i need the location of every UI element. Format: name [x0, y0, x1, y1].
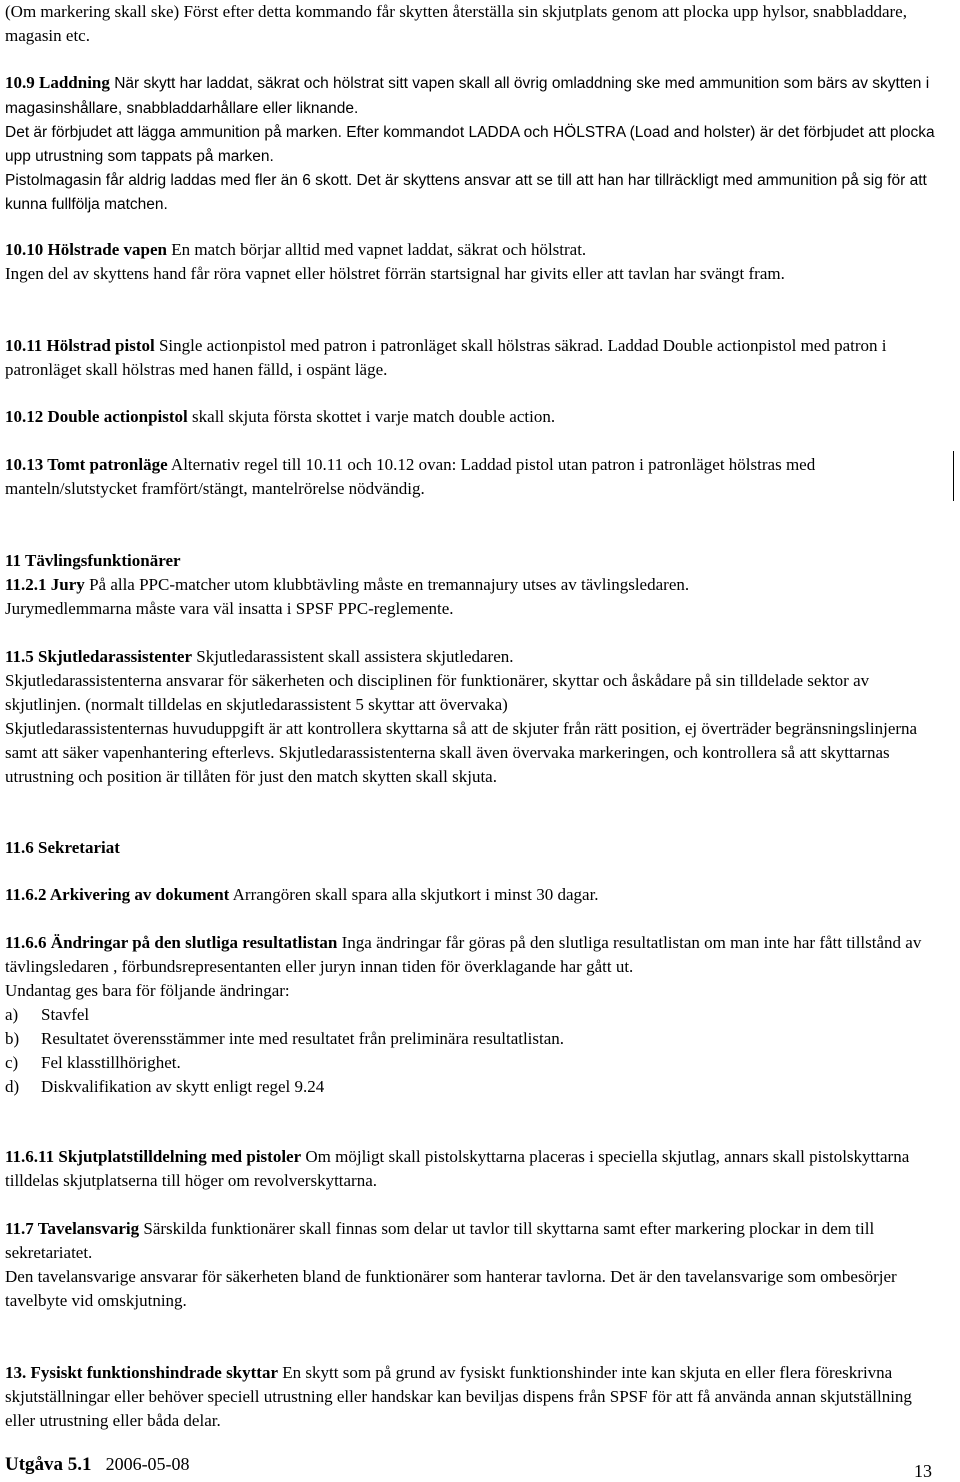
section-10-13 [5, 453, 940, 501]
section-11-6 [5, 836, 940, 860]
list-item-label: d) [5, 1077, 20, 1096]
section-text: skall skjuta första skottet i varje match double action. [187, 407, 556, 426]
section-13 [5, 1361, 940, 1433]
section-10-11 [5, 334, 940, 382]
section-text: Skjutledarassistenterna ansvarar för säkerheten och disciplinen för funktionärer, skyttar och åskådare på sin tilldelade sektor av skjutlinjen. (normalt tilldelas en skjutledarassistent 5 skyttar att övervaka) [5, 671, 870, 714]
section-text: Single actionpistol med patron i patronläget skall hölstras säkrad. Laddad Double actionpistol med patron i patronläget skall hölstras med hanen fälld, i ospänt läge. [5, 336, 887, 379]
section-10-9 [5, 71, 940, 217]
list-item-text: Stavfel [41, 1005, 90, 1024]
section-11-6-6 [5, 931, 940, 1099]
list-item [5, 1051, 940, 1075]
list-item-text: Diskvalifikation av skytt enligt regel 9.24 [41, 1077, 325, 1096]
section-11 [5, 549, 940, 621]
section-heading: 10.13 Tomt patronläge [5, 455, 168, 474]
section-heading: 11.6.11 Skjutplatstilldelning med pistoler [5, 1147, 302, 1166]
section-text: Arrangören skall spara alla skjutkort i minst 30 dagar. [229, 885, 599, 904]
section-heading: 11.7 Tavelansvarig [5, 1219, 140, 1238]
page-number: 13 [914, 1461, 932, 1481]
section-11-6-2 [5, 883, 940, 907]
list-item-text: Resultatet överensstämmer inte med resultatet från preliminära resultatlistan. [41, 1029, 565, 1048]
section-heading: 11.5 Skjutledarassistenter [5, 647, 192, 666]
section-text: Inga ändringar får göras på den slutliga resultatlistan om man inte har fått tillstånd av tävlingsledaren , förbundsrepresentanten eller juryn innan tiden för överklagande har gått ut. [5, 933, 922, 976]
section-10-12 [5, 405, 940, 429]
list-item-text: Fel klasstillhörighet. [41, 1053, 181, 1072]
page-footer [5, 1454, 190, 1476]
paragraph-intro [5, 0, 940, 48]
section-text: Skjutledarassistent skall assistera skjutledaren. [192, 647, 514, 666]
section-text: Skjutledarassistenternas huvuduppgift är att kontrollera skyttarna så att de skjuter från rätt position, ej överträder begränsningslinjerna samt att säker vapenhantering efterlevs. Skjutledarassistenterna skall även övervaka markeringen, och kontrollera så att skyttarnas utrustning och position är tillåten för just den match skytten skall skjuta. [5, 719, 918, 786]
section-text: Den tavelansvarige ansvarar för säkerheten bland de funktionärer som hanterar tavlorna. Det är den tavelansvarige som ombesörjer tavelbyte vid omskjutning. [5, 1267, 897, 1310]
section-heading: 10.12 Double actionpistol [5, 407, 188, 426]
section-11-6-11 [5, 1145, 940, 1193]
section-11-7 [5, 1217, 940, 1313]
section-text: Undantag ges bara för följande ändringar: [5, 981, 290, 1000]
revision-bar [953, 451, 954, 501]
chapter-heading: 11 Tävlingsfunktionärer [5, 551, 181, 570]
section-text: Ingen del av skyttens hand får röra vapnet eller hölstret förrän startsignal har givits eller att tavlan har svängt fram. [5, 264, 785, 283]
section-heading: 10.9 Laddning [5, 73, 110, 92]
section-text: En match börjar alltid med vapnet laddat, säkrat och hölstrat. [166, 240, 587, 259]
section-heading: 10.11 Hölstrad pistol [5, 336, 155, 355]
section-heading: 13. Fysiskt funktionshindrade skyttar [5, 1363, 279, 1382]
section-text: Efter kommandot LADDA och HÖLSTRA (Load and holster) är det förbjudet att plocka upp utrustning som tappats på marken. [5, 124, 935, 165]
section-heading: 11.2.1 Jury [5, 575, 85, 594]
section-text: Det är skyttens ansvar att se till att han har tillräckligt med ammunition på sig för att kunna fullfölja matchen. [5, 172, 927, 213]
section-text: Pistolmagasin får aldrig laddas med fler än 6 skott. [5, 172, 353, 189]
edition-date: 2006-05-08 [105, 1454, 190, 1474]
section-text: Alternativ regel till 10.11 och 10.12 ovan: Laddad pistol utan patron i patronläget hölstras med manteln/slutstycket framfört/stängt, mantelrörelse nödvändig. [5, 455, 816, 498]
section-heading: 10.10 Hölstrade vapen [5, 240, 167, 259]
section-text: Det är förbjudet att lägga ammunition på marken. [5, 124, 342, 141]
section-heading: 11.6 Sekretariat [5, 838, 120, 857]
section-heading: 11.6.6 Ändringar på den slutliga resultatlistan [5, 933, 338, 952]
section-10-10 [5, 238, 940, 286]
section-heading: 11.6.2 Arkivering av dokument [5, 885, 230, 904]
section-text: En skytt som på grund av fysiskt funktionshinder inte kan skjuta en eller flera föreskrivna skjutställningar eller behöver speciell utrustning eller handskar kan beviljas dispens från SPSF för att få använda annan skjutställning eller utrustning eller båda delar. [5, 1363, 912, 1430]
section-text: Särskilda funktionärer skall finnas som delar ut tavlor till skyttarna samt efter markering plockar in dem till sekretariatet. [5, 1219, 875, 1262]
section-text: När skytt har laddat, säkrat och hölstrat sitt vapen skall all övrig omladdning ske med ammunition som bärs av skytten i magasinshållare, snabbladdarhållare eller liknande. [5, 75, 930, 117]
section-text: Om möjligt skall pistolskyttarna placeras i speciella skjutlag, annars skall pistolskyttarna tilldelas skjutplatserna till höger om revolverskyttarna. [5, 1147, 910, 1190]
list-item-label: c) [5, 1053, 19, 1072]
section-text: Jurymedlemmarna måste vara väl insatta i SPSF PPC-reglemente. [5, 599, 454, 618]
edition-label: Utgåva 5.1 [5, 1454, 92, 1475]
list-item [5, 1075, 940, 1099]
section-text: På alla PPC-matcher utom klubbtävling måste en tremannajury utses av tävlingsledaren. [84, 575, 690, 594]
list-item-label: b) [5, 1029, 20, 1048]
section-11-5 [5, 645, 940, 789]
intro-text: (Om markering skall ske) Först efter detta kommando får skytten återställa sin skjutplats genom att plocka upp hylsor, snabbladdare, magasin etc. [5, 2, 907, 45]
list-item [5, 1003, 940, 1027]
list-item-label: a) [5, 1005, 19, 1024]
list-item [5, 1027, 940, 1051]
